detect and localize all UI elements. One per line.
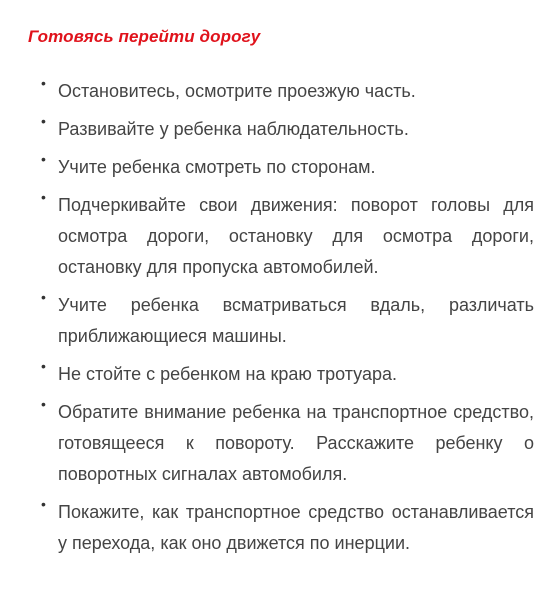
list-item-text: Подчеркивайте свои движения: поворот головы для осмотра дороги, остановку для осмотра дороги, остановку для пропуска автомобилей. — [58, 195, 534, 277]
list-item-text: Не стойте с ребенком на краю тротуара. — [58, 364, 398, 384]
list-item — [0, 290, 554, 352]
list-item — [0, 190, 554, 283]
section-heading: Готовясь перейти дорогу — [28, 27, 261, 46]
list-item — [0, 397, 554, 490]
bullet-icon: • — [41, 396, 46, 412]
list-item — [0, 152, 554, 183]
list-item-text: Обратите внимание ребенка на транспортное средство, готовящееся к повороту. Расскажите ребенку о поворотных сигналах автомобиля. — [58, 402, 534, 484]
list-item — [0, 359, 554, 390]
list-item-text: Учите ребенка всматриваться вдаль, различать приближающиеся машины. — [58, 295, 534, 346]
list-item-text: Учите ребенка смотреть по сторонам. — [58, 157, 376, 177]
list-item — [0, 114, 554, 145]
bullet-icon: • — [41, 189, 46, 205]
list-item — [0, 497, 554, 559]
bullet-icon: • — [41, 151, 46, 167]
list-item — [0, 76, 554, 107]
bullet-icon: • — [41, 289, 46, 305]
list-item-text: Развивайте у ребенка наблюдательность. — [58, 119, 409, 139]
tips-list — [0, 76, 554, 566]
bullet-icon: • — [41, 75, 46, 91]
bullet-icon: • — [41, 496, 46, 512]
bullet-icon: • — [41, 358, 46, 374]
list-item-text: Покажите, как транспортное средство останавливается у перехода, как оно движется по инерции. — [58, 502, 534, 553]
list-item-text: Остановитесь, осмотрите проезжую часть. — [58, 81, 416, 101]
bullet-icon: • — [41, 113, 46, 129]
